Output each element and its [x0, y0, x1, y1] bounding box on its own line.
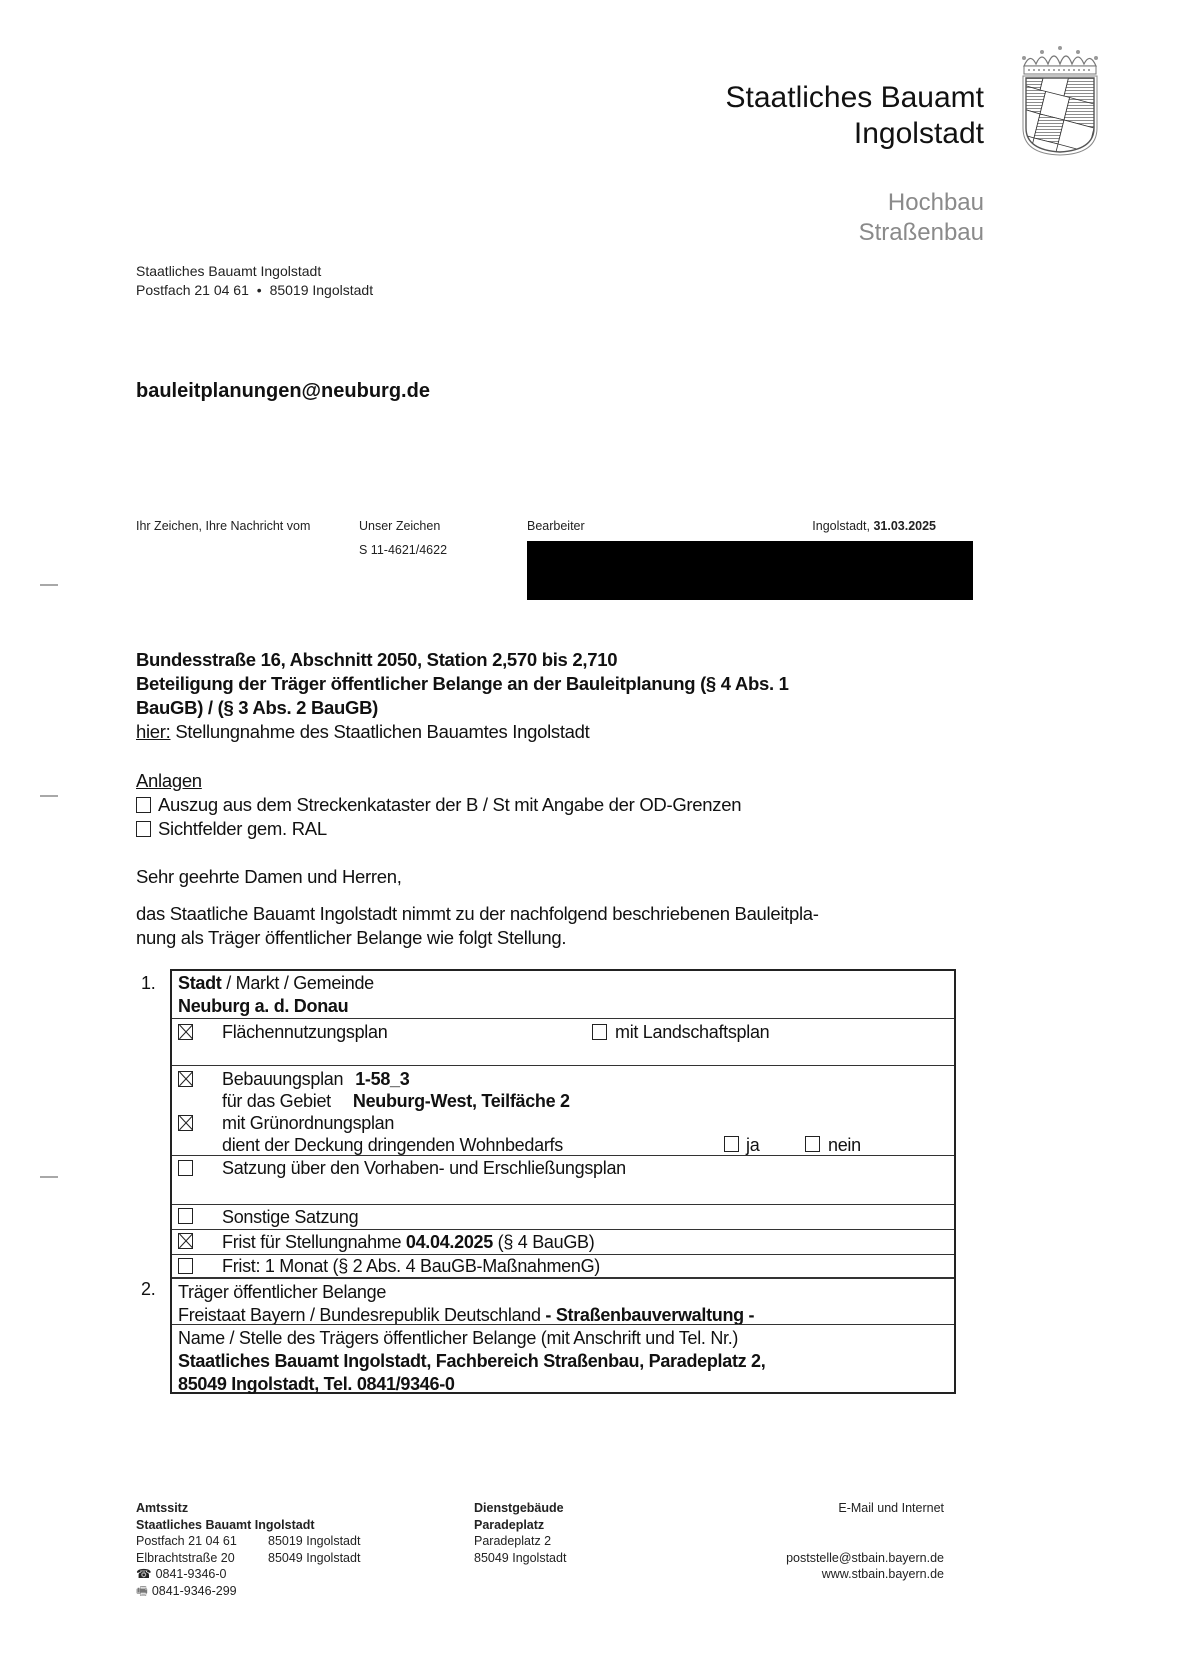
- wohnbedarf-ja-label: ja: [746, 1135, 760, 1155]
- subject-block: [136, 648, 956, 744]
- subject-line1: Bundesstraße 16, Abschnitt 2050, Station 2,570 bis 2,710: [136, 649, 618, 670]
- sonstige-satzung-checkbox[interactable]: [178, 1208, 193, 1224]
- frist-monat-checkbox[interactable]: [178, 1258, 193, 1274]
- bearbeiter-label: Bearbeiter: [527, 519, 585, 533]
- redacted-block: [527, 541, 973, 600]
- dienst-name: Paradeplatz: [474, 1517, 545, 1532]
- gemeinde-label: [178, 972, 374, 995]
- place: Ingolstadt,: [812, 519, 874, 533]
- amtssitz-heading: Amtssitz: [136, 1501, 189, 1515]
- bullet-separator: •: [256, 282, 262, 298]
- amtssitz-name: Staatliches Bauamt Ingolstadt: [136, 1517, 315, 1532]
- stelle-value-line1: Staatliches Bauamt Ingolstadt, Fachbereich Straßenbau, Paradeplatz 2,: [178, 1351, 766, 1371]
- gebiet-line: [222, 1090, 570, 1113]
- sender-postfach: Postfach 21 04 61: [136, 282, 249, 298]
- unser-zeichen-value: S 11-4621/4622: [359, 543, 448, 557]
- footer-fax-line: [136, 1583, 360, 1600]
- fold-mark: [40, 795, 58, 797]
- dienst-heading: Dienstgebäude: [474, 1501, 564, 1515]
- fold-mark: [40, 1176, 58, 1178]
- dienst-street: Paradeplatz 2: [474, 1534, 552, 1548]
- footer-dienstgebaeude: [474, 1500, 566, 1566]
- division-strassenbau: Straßenbau: [858, 219, 984, 246]
- sender-address: [136, 262, 373, 300]
- sender-city: 85019 Ingolstadt: [269, 282, 374, 298]
- sender-name: Staatliches Bauamt Ingolstadt: [136, 263, 322, 279]
- web-heading: E-Mail und Internet: [838, 1501, 944, 1515]
- traeger-label: Träger öffentlicher Belange: [178, 1282, 387, 1302]
- bebauungsplan-label: Bebauungsplan: [222, 1069, 344, 1089]
- intro-line2: nung als Träger öffentlicher Belange wie folgt Stellung.: [136, 927, 567, 948]
- anlage-item: [136, 793, 741, 817]
- fax-icon: 🖷: [136, 1583, 148, 1598]
- wohnbedarf-nein-checkbox[interactable]: [805, 1136, 820, 1152]
- frist-label-post: (§ 4 BauGB): [492, 1232, 595, 1252]
- vorhaben-satzung-label: Satzung über den Vorhaben- und Erschließungsplan: [222, 1158, 626, 1178]
- anlage-label: Sichtfelder gem. RAL: [158, 818, 327, 839]
- row-stelle: [172, 1324, 954, 1395]
- section-number-2: 2.: [141, 1279, 156, 1299]
- anlagen-heading: Anlagen: [136, 770, 202, 791]
- flaechennutzungsplan-checkbox[interactable]: [178, 1024, 193, 1040]
- gebiet-value: Neuburg-West, Teilfäche 2: [352, 1091, 570, 1111]
- traeger-value-regular: Freistaat Bayern / Bundesrepublik Deutschland: [178, 1305, 546, 1325]
- section-number-1: 1.: [141, 973, 156, 993]
- bebauungsplan-value: 1-58_3: [355, 1069, 410, 1089]
- bebauungsplan-line: [222, 1068, 409, 1091]
- row-sonstige-satzung: [172, 1204, 954, 1230]
- hier-text: Stellungnahme des Staatlichen Bauamtes Ingolstadt: [170, 721, 590, 742]
- unser-zeichen-label: Unser Zeichen: [359, 519, 441, 533]
- recipient-email: bauleitplanungen@neuburg.de: [136, 380, 430, 402]
- frist-stellungnahme-label: [222, 1231, 594, 1254]
- row-traeger: [172, 1277, 954, 1326]
- landschaftsplan-checkbox[interactable]: [592, 1024, 607, 1040]
- place-date: [812, 519, 936, 533]
- letterhead-divisions: [859, 188, 984, 248]
- gemeinde-label-bold: Stadt: [178, 973, 222, 993]
- footer-fax: 0841-9346-299: [151, 1583, 237, 1598]
- footer-amtssitz: [136, 1500, 360, 1599]
- wohnbedarf-ja-checkbox[interactable]: [724, 1136, 739, 1152]
- row-frist-stellungnahme: [172, 1229, 954, 1255]
- footer-phone-line: [136, 1566, 360, 1583]
- bavarian-coat-of-arms-icon: [1020, 44, 1100, 156]
- division-hochbau: Hochbau: [887, 189, 984, 216]
- gemeinde-value: Neuburg a. d. Donau: [178, 996, 349, 1016]
- row-flaechennutzungsplan: [172, 1018, 954, 1066]
- bebauungsplan-checkbox[interactable]: [178, 1071, 193, 1087]
- gemeinde-label-rest: / Markt / Gemeinde: [221, 973, 374, 993]
- frist-label-pre: Frist für Stellungnahme: [222, 1232, 406, 1252]
- gruenordnungsplan-label: mit Grünordnungsplan: [222, 1113, 395, 1133]
- subject-line2: Beteiligung der Träger öffentlicher Belange an der Bauleitplanung (§ 4 Abs. 1: [136, 673, 789, 694]
- amtssitz-postfach-line: [136, 1533, 360, 1550]
- frist-date: 04.04.2025: [405, 1232, 493, 1252]
- row-gemeinde: [172, 971, 954, 1018]
- anlage-checkbox[interactable]: [136, 821, 151, 837]
- gruenordnungsplan-checkbox[interactable]: [178, 1115, 193, 1131]
- footer-email-link[interactable]: poststelle@stbain.bayern.de: [786, 1550, 944, 1565]
- stelle-value-line2: 85049 Ingolstadt, Tel. 0841/9346-0: [178, 1374, 455, 1394]
- wohnbedarf-nein-label: nein: [828, 1135, 861, 1155]
- vorhaben-satzung-checkbox[interactable]: [178, 1160, 193, 1176]
- letterhead-title-line1: Staatliches Bauamt: [725, 81, 984, 114]
- footer-street: Elbrachtstraße 20: [136, 1550, 235, 1565]
- subject-line3: BauGB) / (§ 3 Abs. 2 BauGB): [136, 697, 379, 718]
- footer-street-city: 85049 Ingolstadt: [268, 1550, 361, 1565]
- anlage-item: [136, 817, 741, 841]
- traeger-value-bold: - Straßenbauverwaltung -: [545, 1305, 755, 1325]
- intro-line1: das Staatliche Bauamt Ingolstadt nimmt zu der nachfolgend beschriebenen Bauleitpla-: [136, 903, 819, 924]
- gebiet-label: für das Gebiet: [222, 1091, 331, 1111]
- frist-stellungnahme-checkbox[interactable]: [178, 1233, 193, 1249]
- letterhead-title: [726, 80, 984, 152]
- row-bebauungsplan: [172, 1065, 954, 1156]
- salutation: Sehr geehrte Damen und Herren,: [136, 866, 402, 887]
- anlage-label: Auszug aus dem Streckenkataster der B / St mit Angabe der OD-Grenzen: [158, 794, 742, 815]
- footer-postfach-city: 85019 Ingolstadt: [268, 1534, 361, 1548]
- flaechennutzungsplan-label: Flächennutzungsplan: [222, 1022, 388, 1042]
- wohnbedarf-label: dient der Deckung dringenden Wohnbedarfs: [222, 1135, 563, 1155]
- stelle-label: Name / Stelle des Trägers öffentlicher Belange (mit Anschrift und Tel. Nr.): [178, 1328, 739, 1348]
- landschaftsplan-label: mit Landschaftsplan: [615, 1022, 770, 1042]
- row-frist-monat: [172, 1254, 954, 1278]
- footer-web: [786, 1500, 944, 1583]
- sonstige-satzung-label: Sonstige Satzung: [222, 1207, 359, 1227]
- dienst-city: 85049 Ingolstadt: [474, 1550, 567, 1565]
- phone-icon: ☎: [136, 1567, 152, 1581]
- letter-date: 31.03.2025: [873, 519, 936, 533]
- ihr-zeichen-label: Ihr Zeichen, Ihre Nachricht vom: [136, 519, 311, 533]
- letterhead-title-line2: Ingolstadt: [853, 117, 984, 150]
- intro-paragraph: [136, 902, 956, 950]
- form-table: [170, 969, 956, 1394]
- frist-monat-label: Frist: 1 Monat (§ 2 Abs. 4 BauGB-MaßnahmenG): [222, 1256, 600, 1276]
- hier-label: hier:: [136, 721, 171, 742]
- footer-postfach: Postfach 21 04 61: [136, 1534, 237, 1548]
- subject-hier-line: [136, 720, 956, 744]
- footer-phone: 0841-9346-0: [155, 1567, 227, 1581]
- amtssitz-street-line: [136, 1550, 360, 1567]
- anlagen-section: [136, 769, 741, 841]
- row-vorhaben-satzung: [172, 1155, 954, 1205]
- footer-website-link[interactable]: www.stbain.bayern.de: [821, 1567, 944, 1581]
- sender-postfach-line: [136, 281, 373, 300]
- fold-mark: [40, 584, 58, 586]
- anlage-checkbox[interactable]: [136, 797, 151, 813]
